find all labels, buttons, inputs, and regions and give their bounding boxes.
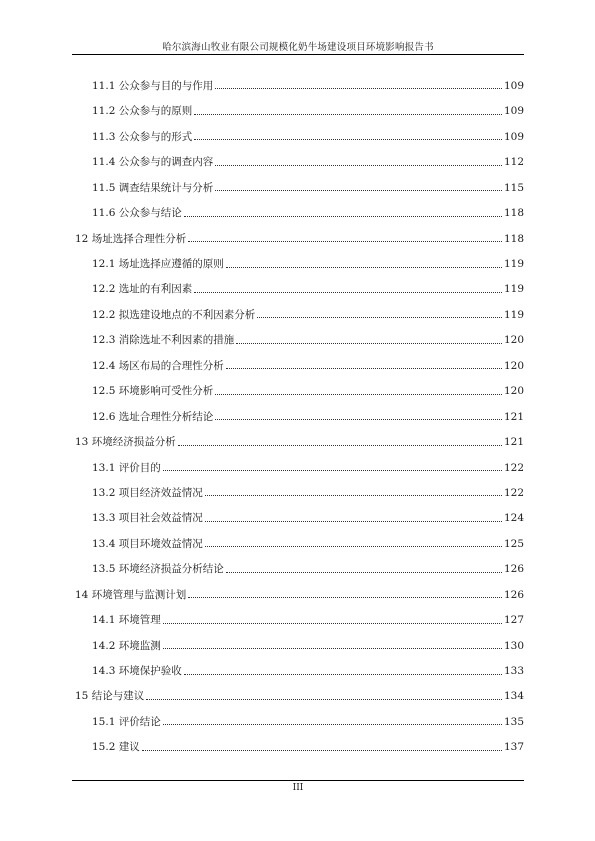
toc-entry[interactable] — [75, 225, 524, 250]
toc-entry[interactable] — [75, 403, 524, 428]
dot-leader — [215, 189, 502, 191]
toc-entry-page-number: 121 — [503, 410, 524, 423]
toc-entry-page-number: 134 — [503, 690, 524, 703]
dot-leader — [163, 622, 502, 624]
toc-entry-label: 11.4 公众参与的调查内容 — [92, 156, 214, 169]
toc-entry-label: 13.1 评价目的 — [92, 461, 161, 474]
toc-entry-page-number: 120 — [503, 385, 524, 398]
toc-entry-label: 14.2 环境监测 — [92, 639, 161, 652]
toc-entry[interactable] — [75, 276, 524, 301]
toc-entry-page-number: 120 — [503, 334, 524, 347]
dot-leader — [163, 723, 502, 725]
toc-entry[interactable] — [75, 733, 524, 758]
toc-entry[interactable] — [75, 581, 524, 606]
toc-entry-label: 13.3 项目社会效益情况 — [92, 512, 203, 525]
dot-leader — [215, 164, 502, 166]
toc-entry-label: 12.3 消除选址不利因素的措施 — [92, 334, 235, 347]
dot-leader — [163, 647, 502, 649]
page-number: III — [292, 783, 304, 793]
dot-leader — [205, 520, 502, 522]
toc-entry[interactable] — [75, 377, 524, 402]
toc-entry-label: 11.6 公众参与结论 — [92, 207, 182, 220]
footer-rule — [72, 780, 524, 781]
table-of-contents — [75, 72, 524, 759]
toc-entry-page-number: 125 — [503, 537, 524, 550]
toc-entry-page-number: 122 — [503, 461, 524, 474]
toc-entry-page-number: 121 — [503, 436, 524, 449]
toc-entry-page-number: 119 — [503, 283, 524, 296]
dot-leader — [205, 545, 502, 547]
toc-entry-page-number: 109 — [503, 79, 524, 92]
toc-entry[interactable] — [75, 708, 524, 733]
toc-entry[interactable] — [75, 657, 524, 682]
dot-leader — [184, 673, 502, 675]
dot-leader — [194, 138, 502, 140]
toc-entry[interactable] — [75, 504, 524, 529]
toc-entry-page-number: 126 — [503, 563, 524, 576]
toc-entry[interactable] — [75, 606, 524, 631]
toc-entry[interactable] — [75, 72, 524, 97]
dot-leader — [236, 342, 502, 344]
toc-entry-page-number: 126 — [503, 588, 524, 601]
toc-entry-label: 12.4 场区布局的合理性分析 — [92, 359, 224, 372]
toc-entry[interactable] — [75, 428, 524, 453]
toc-entry-label: 14.1 环境管理 — [92, 614, 161, 627]
toc-entry-page-number: 135 — [503, 715, 524, 728]
toc-entry-page-number: 133 — [503, 665, 524, 677]
toc-entry-page-number: 115 — [503, 181, 524, 194]
dot-leader — [215, 418, 502, 420]
toc-entry[interactable] — [75, 174, 524, 199]
toc-entry-label: 11.2 公众参与的原则 — [92, 105, 193, 118]
toc-entry[interactable] — [75, 148, 524, 173]
dot-leader — [215, 87, 502, 89]
toc-entry-label: 13.4 项目环境效益情况 — [92, 537, 203, 550]
toc-entry-page-number: 122 — [503, 486, 524, 499]
dot-leader — [226, 266, 502, 268]
toc-entry[interactable] — [75, 97, 524, 122]
dot-leader — [188, 240, 502, 242]
toc-entry-label: 12.2 拟选建设地点的不利因素分析 — [92, 308, 256, 321]
toc-entry[interactable] — [75, 530, 524, 555]
toc-entry-page-number: 119 — [503, 258, 524, 270]
dot-leader — [226, 367, 502, 369]
toc-entry-page-number: 109 — [503, 105, 524, 118]
dot-leader — [146, 698, 502, 700]
dot-leader — [257, 316, 502, 318]
toc-entry-page-number: 119 — [503, 308, 524, 321]
toc-entry-page-number: 118 — [503, 207, 524, 220]
toc-entry-page-number: 137 — [503, 741, 524, 754]
dot-leader — [188, 596, 502, 598]
header-rule — [72, 54, 524, 55]
toc-entry-label: 12.1 场址选择应遵循的原则 — [92, 258, 224, 270]
running-header: 哈尔滨海山牧业有限公司规模化奶牛场建设项目环境影响报告书 — [162, 42, 434, 53]
toc-entry-label: 15.2 建议 — [92, 741, 140, 754]
toc-entry[interactable] — [75, 352, 524, 377]
toc-entry-label: 12.2 选址的有利因素 — [92, 283, 193, 296]
toc-entry-label: 11.1 公众参与目的与作用 — [92, 79, 214, 92]
toc-entry[interactable] — [75, 683, 524, 708]
toc-entry-page-number: 120 — [503, 359, 524, 372]
dot-leader — [142, 749, 502, 751]
toc-entry-page-number: 130 — [503, 639, 524, 652]
toc-entry-page-number: 109 — [503, 130, 524, 143]
toc-entry[interactable] — [75, 454, 524, 479]
toc-entry-page-number: 124 — [503, 512, 524, 525]
dot-leader — [163, 469, 502, 471]
toc-entry[interactable] — [75, 632, 524, 657]
toc-entry[interactable] — [75, 326, 524, 351]
toc-entry-label: 13 环境经济损益分析 — [75, 436, 176, 449]
dot-leader — [205, 494, 502, 496]
toc-entry[interactable] — [75, 555, 524, 580]
dot-leader — [226, 571, 502, 573]
toc-entry[interactable] — [75, 301, 524, 326]
toc-entry[interactable] — [75, 250, 524, 275]
toc-entry-label: 12 场址选择合理性分析 — [75, 232, 187, 245]
toc-entry-label: 15.1 评价结论 — [92, 715, 161, 728]
toc-entry-label: 12.6 选址合理性分析结论 — [92, 410, 214, 423]
toc-entry-label: 14 环境管理与监测计划 — [75, 588, 187, 601]
toc-entry[interactable] — [75, 123, 524, 148]
toc-entry-page-number: 118 — [503, 232, 524, 245]
dot-leader — [194, 113, 502, 115]
toc-entry-page-number: 127 — [503, 614, 524, 627]
toc-entry-label: 11.5 调查结果统计与分析 — [92, 181, 214, 194]
toc-entry[interactable] — [75, 199, 524, 224]
toc-entry[interactable] — [75, 479, 524, 504]
toc-entry-label: 14.3 环境保护验收 — [92, 665, 182, 677]
toc-entry-page-number: 112 — [503, 156, 524, 169]
toc-entry-label: 15 结论与建议 — [75, 690, 145, 703]
dot-leader — [178, 444, 502, 446]
toc-entry-label: 12.5 环境影响可受性分析 — [92, 385, 214, 398]
dot-leader — [215, 393, 502, 395]
toc-entry-label: 13.5 环境经济损益分析结论 — [92, 563, 224, 576]
toc-entry-label: 13.2 项目经济效益情况 — [92, 486, 203, 499]
dot-leader — [194, 291, 502, 293]
dot-leader — [184, 215, 502, 217]
toc-entry-label: 11.3 公众参与的形式 — [92, 130, 193, 143]
